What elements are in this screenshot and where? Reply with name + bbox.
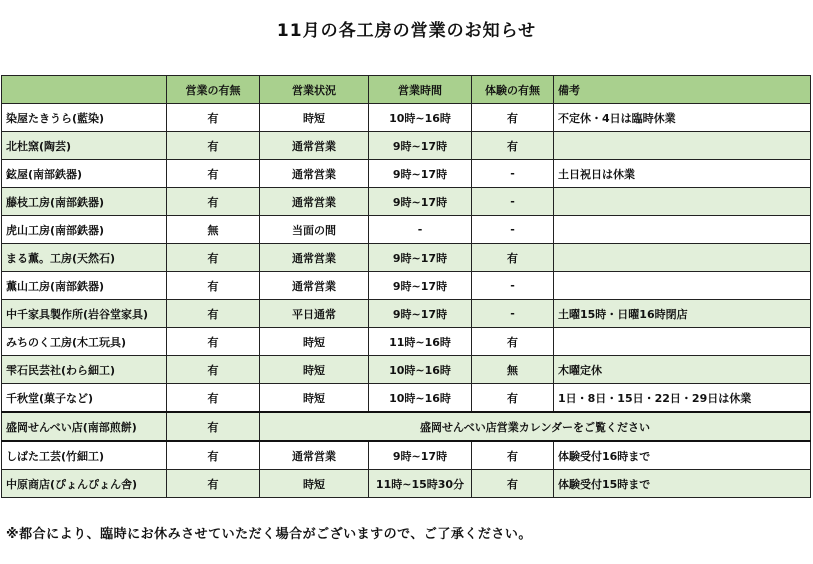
row-open: 有: [167, 132, 260, 160]
row-open: 有: [167, 470, 260, 498]
row-name: 虎山工房(南部鉄器): [2, 216, 167, 244]
row-open: 有: [167, 300, 260, 328]
row-status: 時短: [260, 470, 369, 498]
row-name: 薫山工房(南部鉄器): [2, 272, 167, 300]
row-status: 通常営業: [260, 441, 369, 470]
row-note: 不定休・4日は臨時休業: [554, 104, 811, 132]
row-note: 体験受付16時まで: [554, 441, 811, 470]
row-experience: -: [472, 188, 554, 216]
row-name: 中千家具製作所(岩谷堂家具): [2, 300, 167, 328]
row-hours: 9時~17時: [369, 160, 472, 188]
row-open: 有: [167, 244, 260, 272]
row-hours: 11時~15時30分: [369, 470, 472, 498]
row-name: 盛岡せんべい店(南部煎餅): [2, 412, 167, 441]
row-name: 染屋たきうら(藍染): [2, 104, 167, 132]
header-open: 営業の有無: [167, 76, 260, 104]
row-status: 通常営業: [260, 244, 369, 272]
table-row: [2, 188, 811, 216]
row-status: 時短: [260, 356, 369, 384]
row-merged-note: 盛岡せんべい店営業カレンダーをご覧ください: [260, 412, 811, 441]
table-row-special: [2, 412, 811, 441]
table-row: [2, 272, 811, 300]
row-name: 千秋堂(菓子など): [2, 384, 167, 413]
footer-notice: ※都合により、臨時にお休みさせていただく場合がございますので、ご了承ください。: [6, 527, 532, 542]
row-hours: -: [369, 216, 472, 244]
row-open: 有: [167, 441, 260, 470]
row-hours: 11時~16時: [369, 328, 472, 356]
row-open: 無: [167, 216, 260, 244]
row-note: [554, 188, 811, 216]
table-row: [2, 160, 811, 188]
page-title: 11月の各工房の営業のお知らせ: [276, 21, 537, 41]
row-hours: 9時~17時: [369, 132, 472, 160]
table-row: [2, 300, 811, 328]
row-status: 通常営業: [260, 160, 369, 188]
row-hours: 9時~17時: [369, 300, 472, 328]
row-name: まる薫。工房(天然石): [2, 244, 167, 272]
row-note: [554, 272, 811, 300]
row-note: 木曜定休: [554, 356, 811, 384]
row-experience: 有: [472, 328, 554, 356]
row-experience: -: [472, 300, 554, 328]
row-status: 時短: [260, 328, 369, 356]
row-hours: 9時~17時: [369, 272, 472, 300]
row-hours: 9時~17時: [369, 188, 472, 216]
table-row: [2, 244, 811, 272]
row-name: 中原商店(ぴょんぴょん舎): [2, 470, 167, 498]
row-status: 時短: [260, 104, 369, 132]
table-row: [2, 328, 811, 356]
row-experience: 無: [472, 356, 554, 384]
row-hours: 9時~17時: [369, 244, 472, 272]
row-experience: 有: [472, 132, 554, 160]
table-row: [2, 470, 811, 498]
workshop-table: [1, 75, 811, 498]
row-hours: 10時~16時: [369, 356, 472, 384]
row-open: 有: [167, 160, 260, 188]
row-open: 有: [167, 188, 260, 216]
table-row: [2, 356, 811, 384]
row-status: 通常営業: [260, 188, 369, 216]
row-experience: 有: [472, 384, 554, 413]
row-open: 有: [167, 356, 260, 384]
row-experience: 有: [472, 441, 554, 470]
row-hours: 10時~16時: [369, 104, 472, 132]
table-row: [2, 384, 811, 413]
row-note: 土曜15時・日曜16時閉店: [554, 300, 811, 328]
header-row: [2, 76, 811, 104]
header-note: 備考: [554, 76, 811, 104]
row-note: [554, 132, 811, 160]
row-note: [554, 328, 811, 356]
table-row: [2, 132, 811, 160]
table-row: [2, 104, 811, 132]
row-status: 当面の間: [260, 216, 369, 244]
row-status: 時短: [260, 384, 369, 413]
row-name: みちのく工房(木工玩具): [2, 328, 167, 356]
row-name: 雫石民芸社(わら細工): [2, 356, 167, 384]
row-experience: -: [472, 272, 554, 300]
row-experience: -: [472, 160, 554, 188]
row-open: 有: [167, 384, 260, 413]
row-hours: 10時~16時: [369, 384, 472, 413]
row-name: しばた工芸(竹細工): [2, 441, 167, 470]
header-status: 営業状況: [260, 76, 369, 104]
row-note: 体験受付15時まで: [554, 470, 811, 498]
row-note: 1日・8日・15日・22日・29日は休業: [554, 384, 811, 413]
table-row: [2, 216, 811, 244]
row-name: 鉉屋(南部鉄器): [2, 160, 167, 188]
header-hours: 営業時間: [369, 76, 472, 104]
row-open: 有: [167, 328, 260, 356]
row-status: 通常営業: [260, 272, 369, 300]
row-note: 土日祝日は休業: [554, 160, 811, 188]
header-name: [2, 76, 167, 104]
header-experience: 体験の有無: [472, 76, 554, 104]
table-row: [2, 441, 811, 470]
row-experience: 有: [472, 244, 554, 272]
row-status: 通常営業: [260, 132, 369, 160]
row-note: [554, 216, 811, 244]
row-hours: 9時~17時: [369, 441, 472, 470]
row-experience: 有: [472, 470, 554, 498]
row-status: 平日通常: [260, 300, 369, 328]
row-experience: 有: [472, 104, 554, 132]
row-open: 有: [167, 272, 260, 300]
row-open: 有: [167, 412, 260, 441]
row-experience: -: [472, 216, 554, 244]
row-open: 有: [167, 104, 260, 132]
row-name: 藤枝工房(南部鉄器): [2, 188, 167, 216]
row-note: [554, 244, 811, 272]
row-name: 北杜窯(陶芸): [2, 132, 167, 160]
